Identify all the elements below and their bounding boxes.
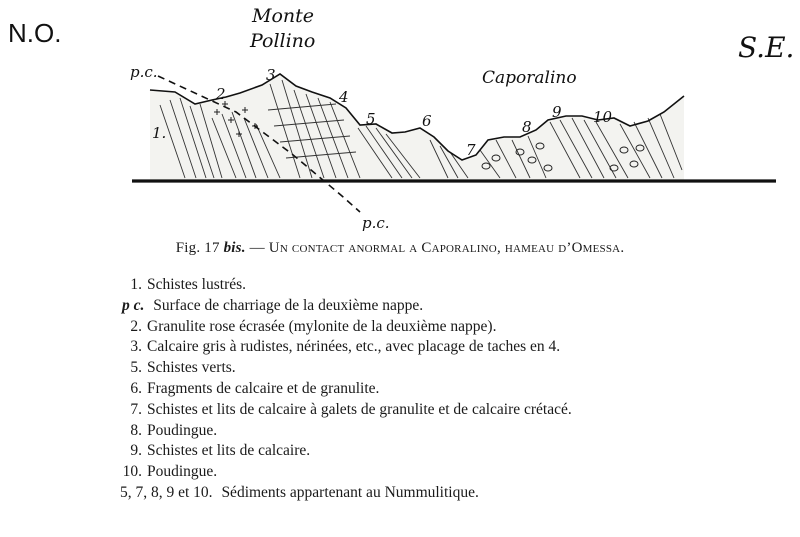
unit-number-2: 2 (216, 85, 226, 103)
thrust-label-bottom: p.c. (362, 214, 390, 232)
legend-key: 1. (130, 276, 142, 293)
legend-text: Sédiments appartenant au Nummulitique. (221, 483, 479, 501)
unit-number-4: 4 (339, 88, 349, 106)
thrust-label-top: p.c. (130, 63, 158, 81)
unit-number-10: 10 (593, 108, 613, 126)
geological-cross-section (0, 0, 800, 240)
unit-number-7: 7 (466, 141, 476, 159)
legend-key: 8. (130, 421, 142, 439)
legend-text: Calcaire gris à rudistes, nérinées, etc., avec placage de taches en 4. (147, 338, 561, 356)
legend-key: p c. (122, 296, 145, 314)
legend-text: Poudingue. (147, 463, 218, 481)
unit-number-5: 5 (366, 110, 376, 128)
legend-item (120, 483, 572, 504)
legend-item (120, 400, 572, 421)
mountain-label-monte: Monte (252, 5, 315, 27)
caption-dash: — (245, 240, 269, 256)
legend-key: 5, 7, 8, 9 et 10. (120, 483, 213, 501)
legend-key: 9. (130, 442, 142, 460)
legend-list (120, 275, 572, 504)
legend-key: 5. (130, 359, 142, 377)
caption-fig-number: Fig. 17 (175, 240, 224, 256)
legend-text: Fragments de calcaire et de granulite. (147, 379, 380, 397)
legend-item (120, 421, 572, 442)
caption-bis: bis. (223, 240, 246, 256)
place-label-caporalino: Caporalino (482, 68, 577, 88)
figure-caption (0, 240, 800, 257)
unit-number-9: 9 (552, 103, 562, 121)
legend-text: Schistes et lits de calcaire à galets de granulite et de calcaire crétacé. (147, 400, 572, 418)
legend-item (120, 275, 572, 296)
unit-number-1: 1. (152, 124, 167, 142)
legend-text: Surface de charriage de la deuxième nappe. (153, 296, 424, 314)
legend-text: Schistes lustrés. (147, 276, 247, 293)
legend-item (120, 337, 572, 358)
legend-key: 7. (130, 400, 142, 418)
corner-label-southeast: S.E. (738, 31, 795, 64)
unit-number-6: 6 (422, 112, 432, 130)
legend-item (120, 358, 572, 379)
legend-key: 10. (122, 463, 142, 481)
legend-text: Schistes et lits de calcaire. (147, 442, 311, 460)
caption-title: Un contact anormal a Caporalino, hameau d’Omessa. (268, 240, 625, 256)
legend-item (120, 462, 572, 483)
legend-key: 2. (130, 317, 142, 335)
corner-label-northwest: N.O. (8, 18, 62, 48)
legend-item (120, 441, 572, 462)
legend-text: Poudingue. (147, 421, 218, 439)
legend-key: 3. (130, 338, 142, 356)
legend-item (120, 317, 572, 338)
unit-number-8: 8 (522, 118, 532, 136)
mountain-label-pollino: Pollino (250, 30, 316, 52)
legend-item (120, 296, 572, 317)
legend-item (120, 379, 572, 400)
legend-text: Granulite rose écrasée (mylonite de la deuxième nappe). (147, 317, 497, 335)
legend-key: 6. (130, 379, 142, 397)
unit-number-3: 3 (266, 66, 276, 84)
legend-text: Schistes verts. (147, 359, 236, 377)
